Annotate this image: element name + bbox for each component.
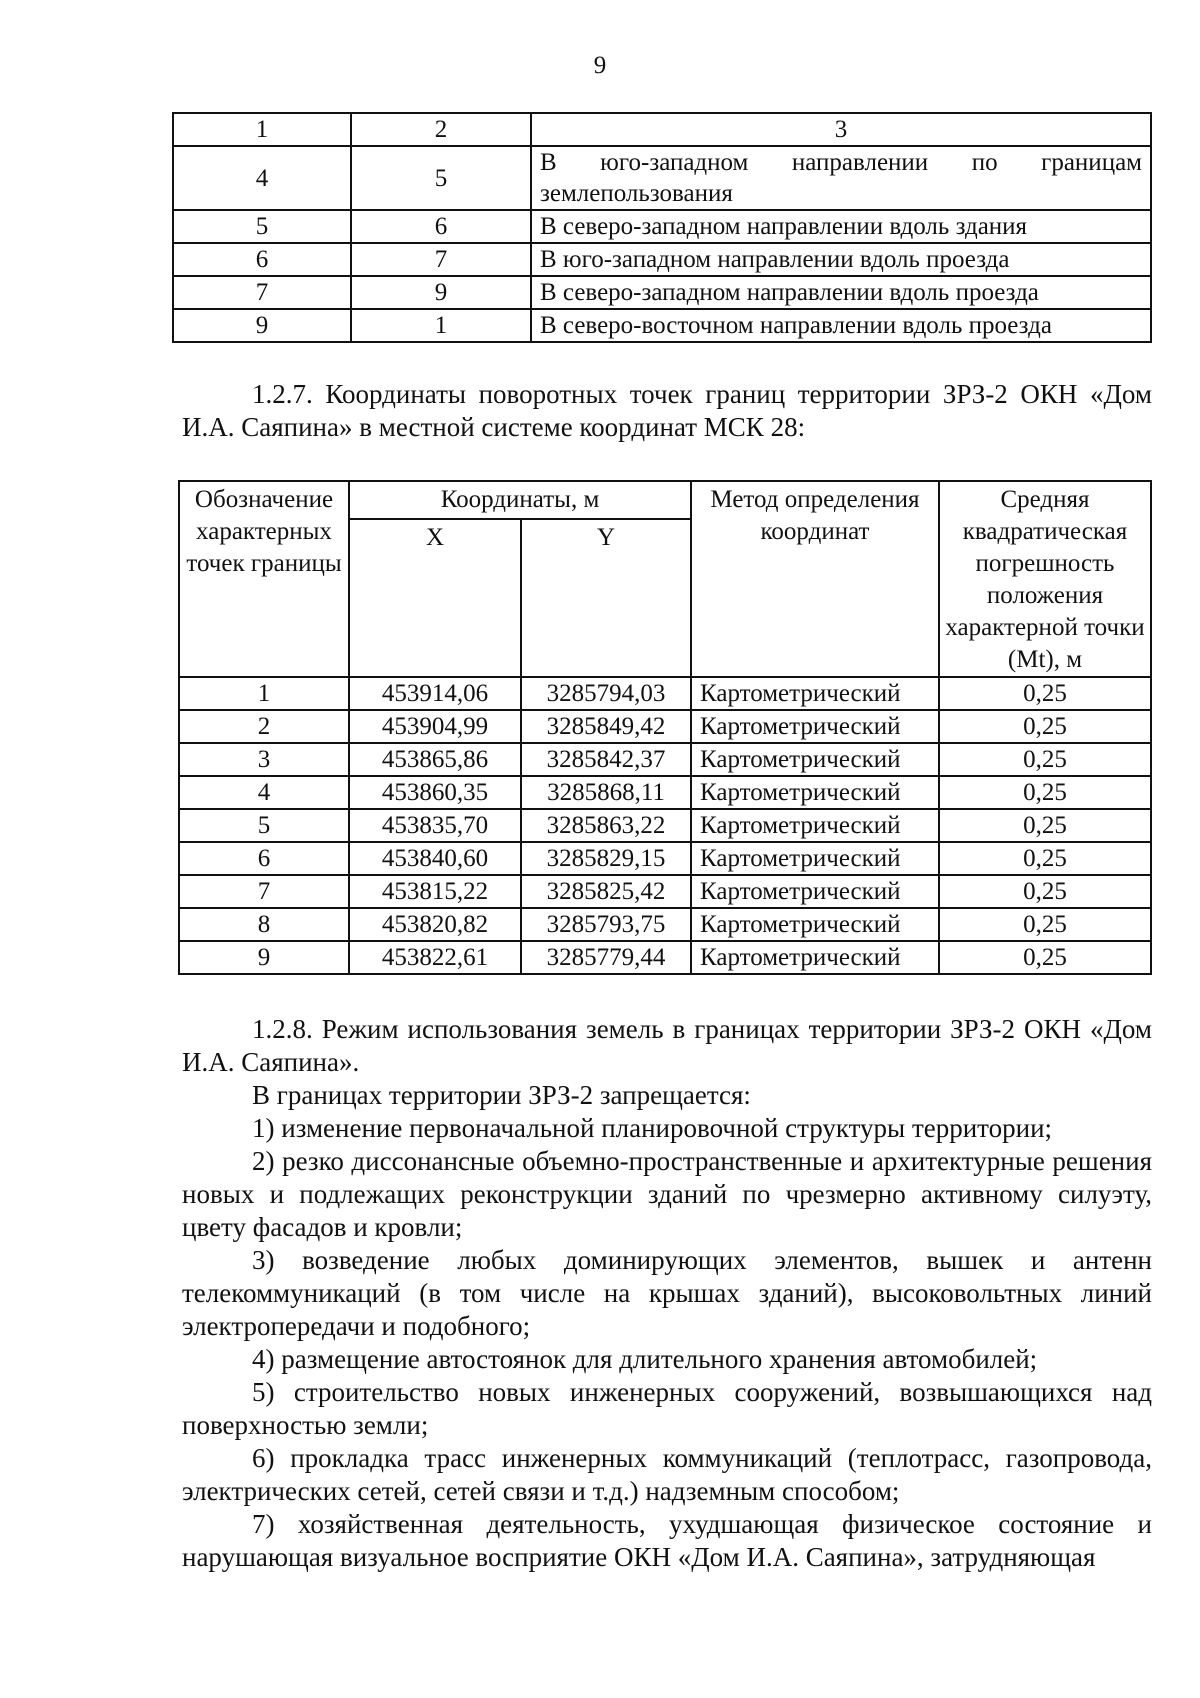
- table-cell: 4: [179, 776, 349, 809]
- table-row: [179, 875, 1151, 908]
- header-cell: 3: [531, 113, 1151, 146]
- table-cell: 7: [173, 276, 351, 309]
- table-cell: 3285863,22: [521, 809, 691, 842]
- header-cell: 1: [173, 113, 351, 146]
- table-cell: 3285779,44: [521, 941, 691, 974]
- table-cell: 0,25: [939, 743, 1151, 776]
- table-cell: 7: [179, 875, 349, 908]
- table-row: [179, 908, 1151, 941]
- table-cell: 453865,86: [349, 743, 521, 776]
- header-error: Средняя квадратическая погрешность положения характерной точки (Mt), м: [939, 481, 1151, 677]
- table-cell: 9: [179, 941, 349, 974]
- table-cell: В юго-западном направлении вдоль проезда: [531, 243, 1151, 276]
- table-row: [173, 243, 1151, 276]
- table-header-row: [179, 481, 1151, 519]
- table-cell: 0,25: [939, 875, 1151, 908]
- table-cell: 0,25: [939, 776, 1151, 809]
- table-cell: 453914,06: [349, 677, 521, 710]
- table-cell: Картометрический: [691, 809, 939, 842]
- table-cell: 453822,61: [349, 941, 521, 974]
- table-cell: 3285842,37: [521, 743, 691, 776]
- table-cell: 0,25: [939, 677, 1151, 710]
- table-cell: 0,25: [939, 809, 1151, 842]
- table-cell: 0,25: [939, 941, 1151, 974]
- header-method: Метод определения координат: [691, 481, 939, 677]
- table-cell: 9: [351, 276, 531, 309]
- table-cell: Картометрический: [691, 677, 939, 710]
- table-cell: 453904,99: [349, 710, 521, 743]
- table-cell: 3285794,03: [521, 677, 691, 710]
- list-item: 3) возведение любых доминирующих элементов, вышек и антенн телекоммуникаций (в том числе на крышах зданий), высоковольтных линий электропередачи и подобного;: [182, 1245, 1152, 1341]
- table-cell: Картометрический: [691, 710, 939, 743]
- table-cell: 0,25: [939, 908, 1151, 941]
- section-heading-1-2-8: 1.2.8. Режим использования земель в границах территории ЗРЗ-2 ОКН «Дом И.А. Саяпина».: [182, 1014, 1152, 1077]
- table-cell: 6: [351, 210, 531, 243]
- table-row: [179, 710, 1151, 743]
- table-cell: 2: [179, 710, 349, 743]
- table-cell: 5: [351, 146, 531, 210]
- table-cell: 0,25: [939, 710, 1151, 743]
- body-text: [182, 1013, 1152, 1574]
- table-cell: 8: [179, 908, 349, 941]
- table-cell: 5: [179, 809, 349, 842]
- table-header-row: [173, 113, 1151, 146]
- table-cell: 9: [173, 309, 351, 342]
- table-cell: 453840,60: [349, 842, 521, 875]
- table-cell: 3285793,75: [521, 908, 691, 941]
- table-cell: 1: [179, 677, 349, 710]
- table-cell: 453815,22: [349, 875, 521, 908]
- list-item: 7) хозяйственная деятельность, ухудшающая физическое состояние и нарушающая визуальное восприятие ОКН «Дом И.А. Саяпина», затрудняющая: [182, 1509, 1152, 1572]
- header-y: Y: [521, 519, 691, 677]
- table-cell: 453820,82: [349, 908, 521, 941]
- table-cell: 6: [179, 842, 349, 875]
- page-number: 9: [593, 52, 607, 79]
- header-designation: Обозначение характерных точек границы: [179, 481, 349, 677]
- route-table: [172, 112, 1152, 343]
- table-cell: Картометрический: [691, 875, 939, 908]
- table-cell: 4: [173, 146, 351, 210]
- table-cell: Картометрический: [691, 908, 939, 941]
- table-cell: В северо-восточном направлении вдоль проезда: [531, 309, 1151, 342]
- table-cell: 453835,70: [349, 809, 521, 842]
- table-row: [179, 776, 1151, 809]
- table-cell: В юго-западном направлении по границам землепользования: [531, 146, 1151, 210]
- header-x: X: [349, 519, 521, 677]
- table-row: [173, 309, 1151, 342]
- table-row: [179, 941, 1151, 974]
- table-cell: Картометрический: [691, 842, 939, 875]
- table-row: [173, 146, 1151, 210]
- table-cell: В северо-западном направлении вдоль здания: [531, 210, 1151, 243]
- prohibited-intro: В границах территории ЗРЗ-2 запрещается:: [252, 1080, 751, 1110]
- table-cell: 3285868,11: [521, 776, 691, 809]
- section-heading-1-2-7: 1.2.7. Координаты поворотных точек границ территории ЗРЗ-2 ОКН «Дом И.А. Саяпина» в местной системе координат МСК 28:: [182, 379, 1152, 442]
- table-cell: 7: [351, 243, 531, 276]
- table-cell: 3285829,15: [521, 842, 691, 875]
- table-cell: Картометрический: [691, 743, 939, 776]
- table-cell: 0,25: [939, 842, 1151, 875]
- list-item: 5) строительство новых инженерных сооружений, возвышающихся над поверхностью земли;: [182, 1377, 1152, 1440]
- table-cell: Картометрический: [691, 941, 939, 974]
- coordinates-table: [178, 480, 1152, 975]
- table-cell: 1: [351, 309, 531, 342]
- table-cell: 5: [173, 210, 351, 243]
- table-cell: 3: [179, 743, 349, 776]
- table-row: [173, 210, 1151, 243]
- table-cell: Картометрический: [691, 776, 939, 809]
- list-item: 1) изменение первоначальной планировочной структуры территории;: [252, 1113, 1053, 1143]
- table-cell: В северо-западном направлении вдоль проезда: [531, 276, 1151, 309]
- table-cell: 453860,35: [349, 776, 521, 809]
- table-row: [179, 677, 1151, 710]
- table-cell: 3285825,42: [521, 875, 691, 908]
- table-row: [179, 842, 1151, 875]
- list-item: 6) прокладка трасс инженерных коммуникаций (теплотрасс, газопровода, электрических сетей, сетей связи и т.д.) надземным способом;: [182, 1443, 1152, 1506]
- header-coordinates: Координаты, м: [349, 481, 691, 519]
- list-item: 2) резко диссонансные объемно-пространственные и архитектурные решения новых и подлежащих реконструкции зданий по чрезмерно активному силуэту, цвету фасадов и кровли;: [182, 1146, 1152, 1242]
- table-cell: 6: [173, 243, 351, 276]
- header-cell: 2: [351, 113, 531, 146]
- table-row: [179, 743, 1151, 776]
- table-cell: 3285849,42: [521, 710, 691, 743]
- list-item: 4) размещение автостоянок для длительного хранения автомобилей;: [252, 1344, 1038, 1374]
- table-row: [179, 809, 1151, 842]
- table-row: [173, 276, 1151, 309]
